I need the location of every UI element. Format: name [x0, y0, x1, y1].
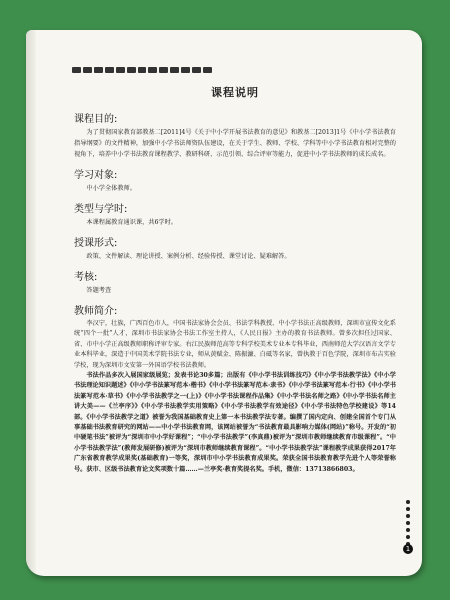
- section-heading-teacher: 教师简介:: [74, 306, 118, 317]
- page-number: 1: [403, 544, 413, 554]
- section-paragraph-assessment: 答题考查: [86, 287, 112, 294]
- section-paragraph-teacher-bio: 李汉宁，壮族，广西百色市人，中国书法家协会会员、书法学科教授、中小学书法正高级教师，深圳市宣传文化系统“四个一批”人才，深圳市书法家协会书法工作室主持人，《人民日报》主办的教育书法教师。曾多次担任过国家、省、市中小学正高级教师职称评审专家。右江民族师范高等专科学校美术专业本专科毕业，西南师范大学汉语言文学专业本科毕业，深造于中国美术学院书法专业，师从黄赋金、陈振濂、白砥等名家，曾执教于百色学院，深圳市布吉实验学校，现为深圳市文安第一外国语学校书法教师。: [74, 320, 396, 369]
- section-paragraph-type-hours: 本课程属教育通识课，共6学时。: [86, 219, 177, 226]
- page-title: 课程说明: [211, 86, 259, 99]
- section-paragraph-teacher-works: 书法作品多次入展国家级展览；发表书论30多篇；出版有《中小学书法训练技巧》《中小学书法教学法》《中小学书法理论知识题述》《中小学书法篆写范本·楷书》《中小学书法篆写范本·隶书》《中小学书法篆写范本·行书》《中小学书法篆写范本·草书》《中小学书法教学之一(上)》《中小学书法课程作品集》《中小学书法名师之路》《中小学书法名师主讲大美——《兰亭序》》《中小学书法教学实用策略》《中小学书法教学有效途径》《中小学书法特色学校建设》等14部。《中小学书法教学之道》被誉为我国基础教育史上第一本书法教学法专著。编撰了国内定向、创建全国首个专门从事基础书法教育研究的网站——中小学书法教育网，该网站被誉为“书法教育最具影响力媒体(网站)”称号。开发的“初中硬笔书法”被评为“深圳市中小学好课程”；“中小学书法教学”(李真鼎)被评为“深圳市教师继续教育市级课程”。“中小学书法教学法”(教师发展研修)被评为“深圳市教师继续教育课程”。“中小学书法教学法”课程教学成果获得2017年广东省教育教学成果奖(基础教育)一等奖，深圳市中小学书法教育成果奖。荣获全国书法教育教学先进个人等荣誉称号。获市、区级书法教育论文奖项数十篇……—兰亭奖·教育奖提名奖。手机，微信：13713866803。: [74, 372, 396, 473]
- section-paragraph-purpose: 为了贯彻国家教育部教基二[2011]4号《关于中小学开展书法教育的意见》和教基二[2013]1号《中小学书法教育指导纲要》的文件精神，加强中小学书法师资队伍建设，在关于学生、教师、学校、学科等中小学书法教育相对完整的视角下，培养中小学书法教育课程教学、教研科研、示范引领、综合评审等能力，促进中小学书法教师的成长成名。: [74, 129, 396, 158]
- section-heading-type-hours: 类型与学时:: [74, 204, 128, 215]
- section-heading-purpose: 课程目的:: [74, 114, 118, 125]
- section-heading-format: 授课形式:: [74, 238, 118, 249]
- header-decoration: [72, 67, 212, 73]
- section-heading-assessment: 考核:: [74, 272, 98, 283]
- section-heading-audience: 学习对象:: [74, 170, 118, 181]
- booklet-spine: [26, 30, 36, 576]
- booklet-page: [26, 30, 422, 576]
- section-paragraph-audience: 中小学全体教师。: [86, 185, 136, 192]
- document-content: [74, 82, 396, 475]
- section-paragraph-format: 政策、文件解读、理论讲授、案例分析、经验传授、课堂讨论、疑难解答。: [86, 253, 291, 260]
